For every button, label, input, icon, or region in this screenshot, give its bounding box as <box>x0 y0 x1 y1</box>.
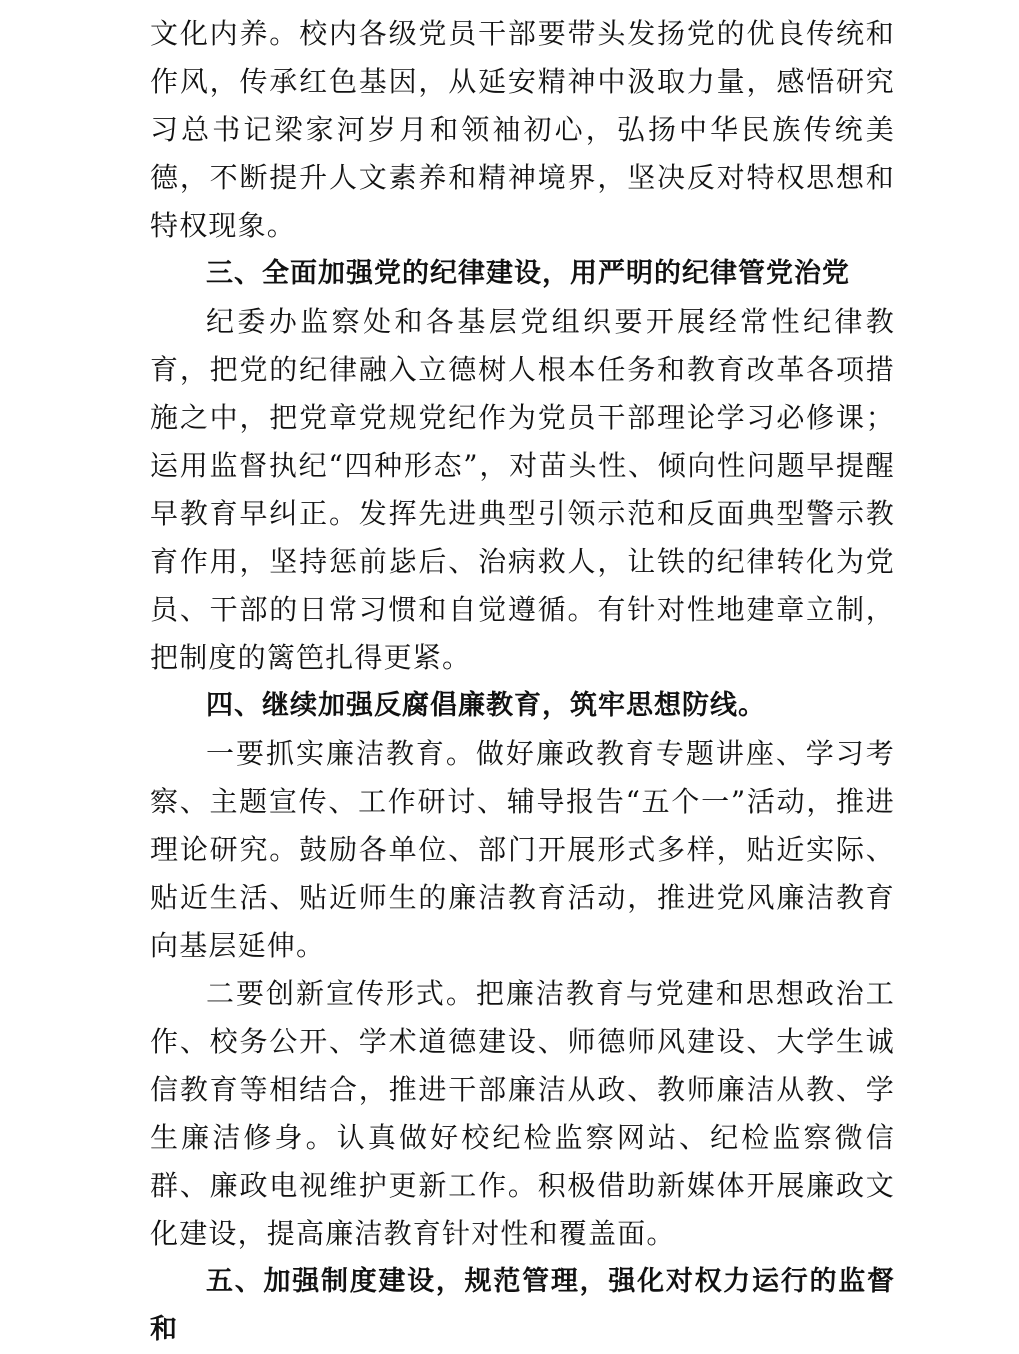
document-page <box>150 10 895 1354</box>
paragraph-continuation: 文化内养。校内各级党员干部要带头发扬党的优良传统和作风，传承红色基因，从延安精神中汲取力量，感悟研究习总书记梁家河岁月和领袖初心，弘扬中华民族传统美德，不断提升人文素养和精神境界，坚决反对特权思想和特权现象。 <box>150 17 895 242</box>
paragraph-publicity-forms: 二要创新宣传形式。把廉洁教育与党建和思想政治工作、校务公开、学术道德建设、师德师风建设、大学生诚信教育等相结合，推进干部廉洁从政、教师廉洁从教、学生廉洁修身。认真做好校纪检监察网站、纪检监察微信群、廉政电视维护更新工作。积极借助新媒体开展廉政文化建设，提高廉洁教育针对性和覆盖面。 <box>150 977 895 1250</box>
paragraph-integrity-education: 一要抓实廉洁教育。做好廉政教育专题讲座、学习考察、主题宣传、工作研讨、辅导报告“五个一”活动，推进理论研究。鼓励各单位、部门开展形式多样，贴近实际、贴近生活、贴近师生的廉洁教育活动，推进党风廉洁教育向基层延伸。 <box>150 737 895 962</box>
section-heading-4: 四、继续加强反腐倡廉教育，筑牢思想防线。 <box>206 690 766 721</box>
paragraph-discipline: 纪委办监察处和各基层党组织要开展经常性纪律教育，把党的纪律融入立德树人根本任务和教育改革各项措施之中，把党章党规党纪作为党员干部理论学习必修课；运用监督执纪“四种形态”，对苗头性、倾向性问题早提醒早教育早纠正。发挥先进典型引领示范和反面典型警示教育作用，坚持惩前毖后、治病救人，让铁的纪律转化为党员、干部的日常习惯和自觉遵循。有针对性地建章立制，把制度的篱笆扎得更紧。 <box>150 305 895 674</box>
section-heading-3: 三、全面加强党的纪律建设，用严明的纪律管党治党 <box>206 258 850 289</box>
section-heading-5: 五、加强制度建设，规范管理，强化对权力运行的监督和 <box>150 1266 895 1345</box>
